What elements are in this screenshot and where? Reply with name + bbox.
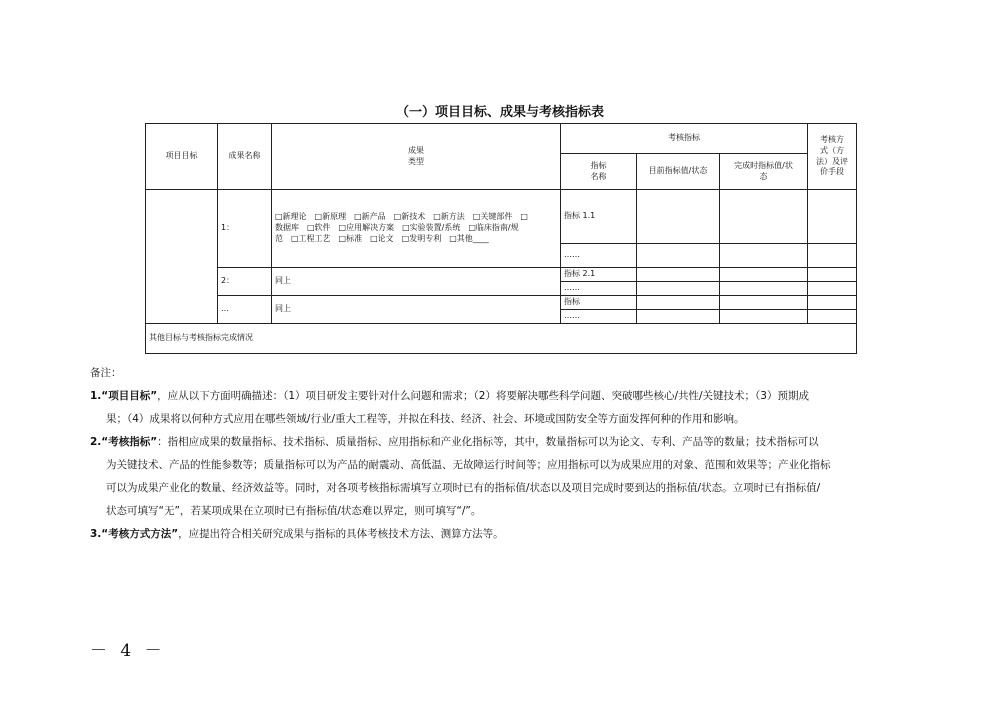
header-indicator-group: 考核指标 bbox=[561, 124, 808, 154]
header-target-value bbox=[720, 154, 808, 190]
note-2-line2: 为关键技术、产品的性能参数等；质量指标可以为产品的耐震动、高低温、无故障运行时间等；应用指标可以为成果应用的对象、范围和效果等；产业化指标 bbox=[106, 459, 831, 471]
row3-method-2 bbox=[808, 309, 857, 323]
row2-name: 2： bbox=[218, 268, 272, 296]
note-item-1 bbox=[90, 385, 920, 431]
note-1-line1: ，应从以下方面明确描述：（1）项目研发主要针对什么问题和需求；（2）将要解决哪些科学问题、突破哪些核心/共性/关键技术；（3）预期成 bbox=[157, 390, 809, 402]
page-number: － 4 － bbox=[90, 641, 166, 661]
row1-type-line1: □新理论 □新原理 □新产品 □新技术 □新方法 □关键部件 □ bbox=[275, 212, 528, 222]
row3-current-2 bbox=[637, 309, 720, 323]
row2-current-1 bbox=[637, 268, 720, 282]
header-target-line2: 态 bbox=[759, 171, 768, 181]
row3-current-1 bbox=[637, 295, 720, 309]
note-item-2 bbox=[90, 431, 920, 523]
row3-type: 同上 bbox=[272, 295, 561, 323]
header-goal: 项目目标 bbox=[146, 124, 218, 190]
header-type-line1: 成果 bbox=[408, 145, 424, 155]
note-2-line1: ：指相应成果的数量指标、技术指标、质量指标、应用指标和产业化指标等，其中，数量指标可以为论文、专利、产品等的数量；技术指标可以 bbox=[157, 436, 819, 448]
table-footer-other-goals: 其他目标与考核指标完成情况 bbox=[146, 323, 857, 353]
row3-method-1 bbox=[808, 295, 857, 309]
row3-indicator-2: …… bbox=[561, 309, 637, 323]
note-1-term: “项目目标” bbox=[101, 390, 158, 402]
note-3-number: 3. bbox=[90, 528, 102, 540]
header-indicator-name bbox=[561, 154, 637, 190]
row3-target-2 bbox=[720, 309, 808, 323]
note-2-line3: 可以为成果产业化的数量、经济效益等。同时，对各项考核指标需填写立项时已有的指标值/状态以及项目完成时要到达的指标值/状态。立项时已有指标值/ bbox=[106, 482, 821, 494]
header-ind-name-line2: 名称 bbox=[590, 171, 607, 181]
notes-heading: 备注： bbox=[90, 367, 122, 379]
header-method-line3: 法）及评 bbox=[816, 156, 848, 166]
header-type-line2: 类型 bbox=[408, 156, 424, 166]
row2-type: 同上 bbox=[272, 268, 561, 296]
row3-name: … bbox=[218, 295, 272, 323]
note-3-term: “考核方式方法” bbox=[101, 528, 179, 540]
row1-target-1 bbox=[720, 190, 808, 244]
row2-target-2 bbox=[720, 282, 808, 296]
row1-type-line2: 数据库 □软件 □应用解决方案 □实验装置/系统 □临床指南/规 bbox=[275, 223, 519, 233]
header-target-line1: 完成时指标值/状 bbox=[734, 160, 793, 170]
row1-target-2 bbox=[720, 244, 808, 268]
row1-current-2 bbox=[637, 244, 720, 268]
header-method-line1: 考核方 bbox=[820, 134, 844, 144]
note-1-number: 1. bbox=[90, 390, 102, 402]
row1-current-1 bbox=[637, 190, 720, 244]
row2-method-2 bbox=[808, 282, 857, 296]
note-2-number: 2. bbox=[90, 436, 102, 448]
note-1-line2: 果；（4）成果将以何种方式应用在哪些领域/行业/重大工程等，并拟在科技、经济、社会、环境或国防安全等方面发挥何种的作用和影响。 bbox=[106, 413, 745, 425]
header-current-value: 目前指标值/状态 bbox=[637, 154, 720, 190]
note-3-line1: ，应提出符合相关研究成果与指标的具体考核技术方法、测算方法等。 bbox=[178, 528, 504, 540]
row3-target-1 bbox=[720, 295, 808, 309]
row1-indicator-2: …… bbox=[561, 244, 637, 268]
row1-method-1 bbox=[808, 190, 857, 244]
row2-indicator-1: 指标 2.1 bbox=[561, 268, 637, 282]
note-2-line4: 状态可填写“无”，若某项成果在立项时已有指标值/状态难以界定，则可填写“/”。 bbox=[106, 505, 482, 517]
note-2-term: “考核指标” bbox=[101, 436, 158, 448]
header-type bbox=[272, 124, 561, 190]
row2-indicator-2: …… bbox=[561, 282, 637, 296]
notes-section bbox=[90, 362, 920, 546]
goal-cell bbox=[146, 190, 218, 324]
row1-method-2 bbox=[808, 244, 857, 268]
header-name: 成果名称 bbox=[218, 124, 272, 190]
row1-indicator-1: 指标 1.1 bbox=[561, 190, 637, 244]
row3-indicator-1: 指标 bbox=[561, 295, 637, 309]
header-method-line2: 式（方 bbox=[820, 145, 844, 155]
row1-name: 1： bbox=[218, 190, 272, 268]
indicator-table bbox=[145, 123, 857, 354]
header-method bbox=[808, 124, 857, 190]
row2-current-2 bbox=[637, 282, 720, 296]
header-method-line4: 价手段 bbox=[820, 167, 844, 177]
note-item-3 bbox=[90, 523, 920, 546]
row2-target-1 bbox=[720, 268, 808, 282]
row1-type bbox=[272, 190, 561, 268]
row1-type-line3: 范 □工程工艺 □标准 □论文 □发明专利 □其他____ bbox=[275, 233, 489, 243]
header-ind-name-line1: 指标 bbox=[590, 160, 607, 170]
table-title: （一）项目目标、成果与考核指标表 bbox=[395, 105, 604, 120]
row2-method-1 bbox=[808, 268, 857, 282]
